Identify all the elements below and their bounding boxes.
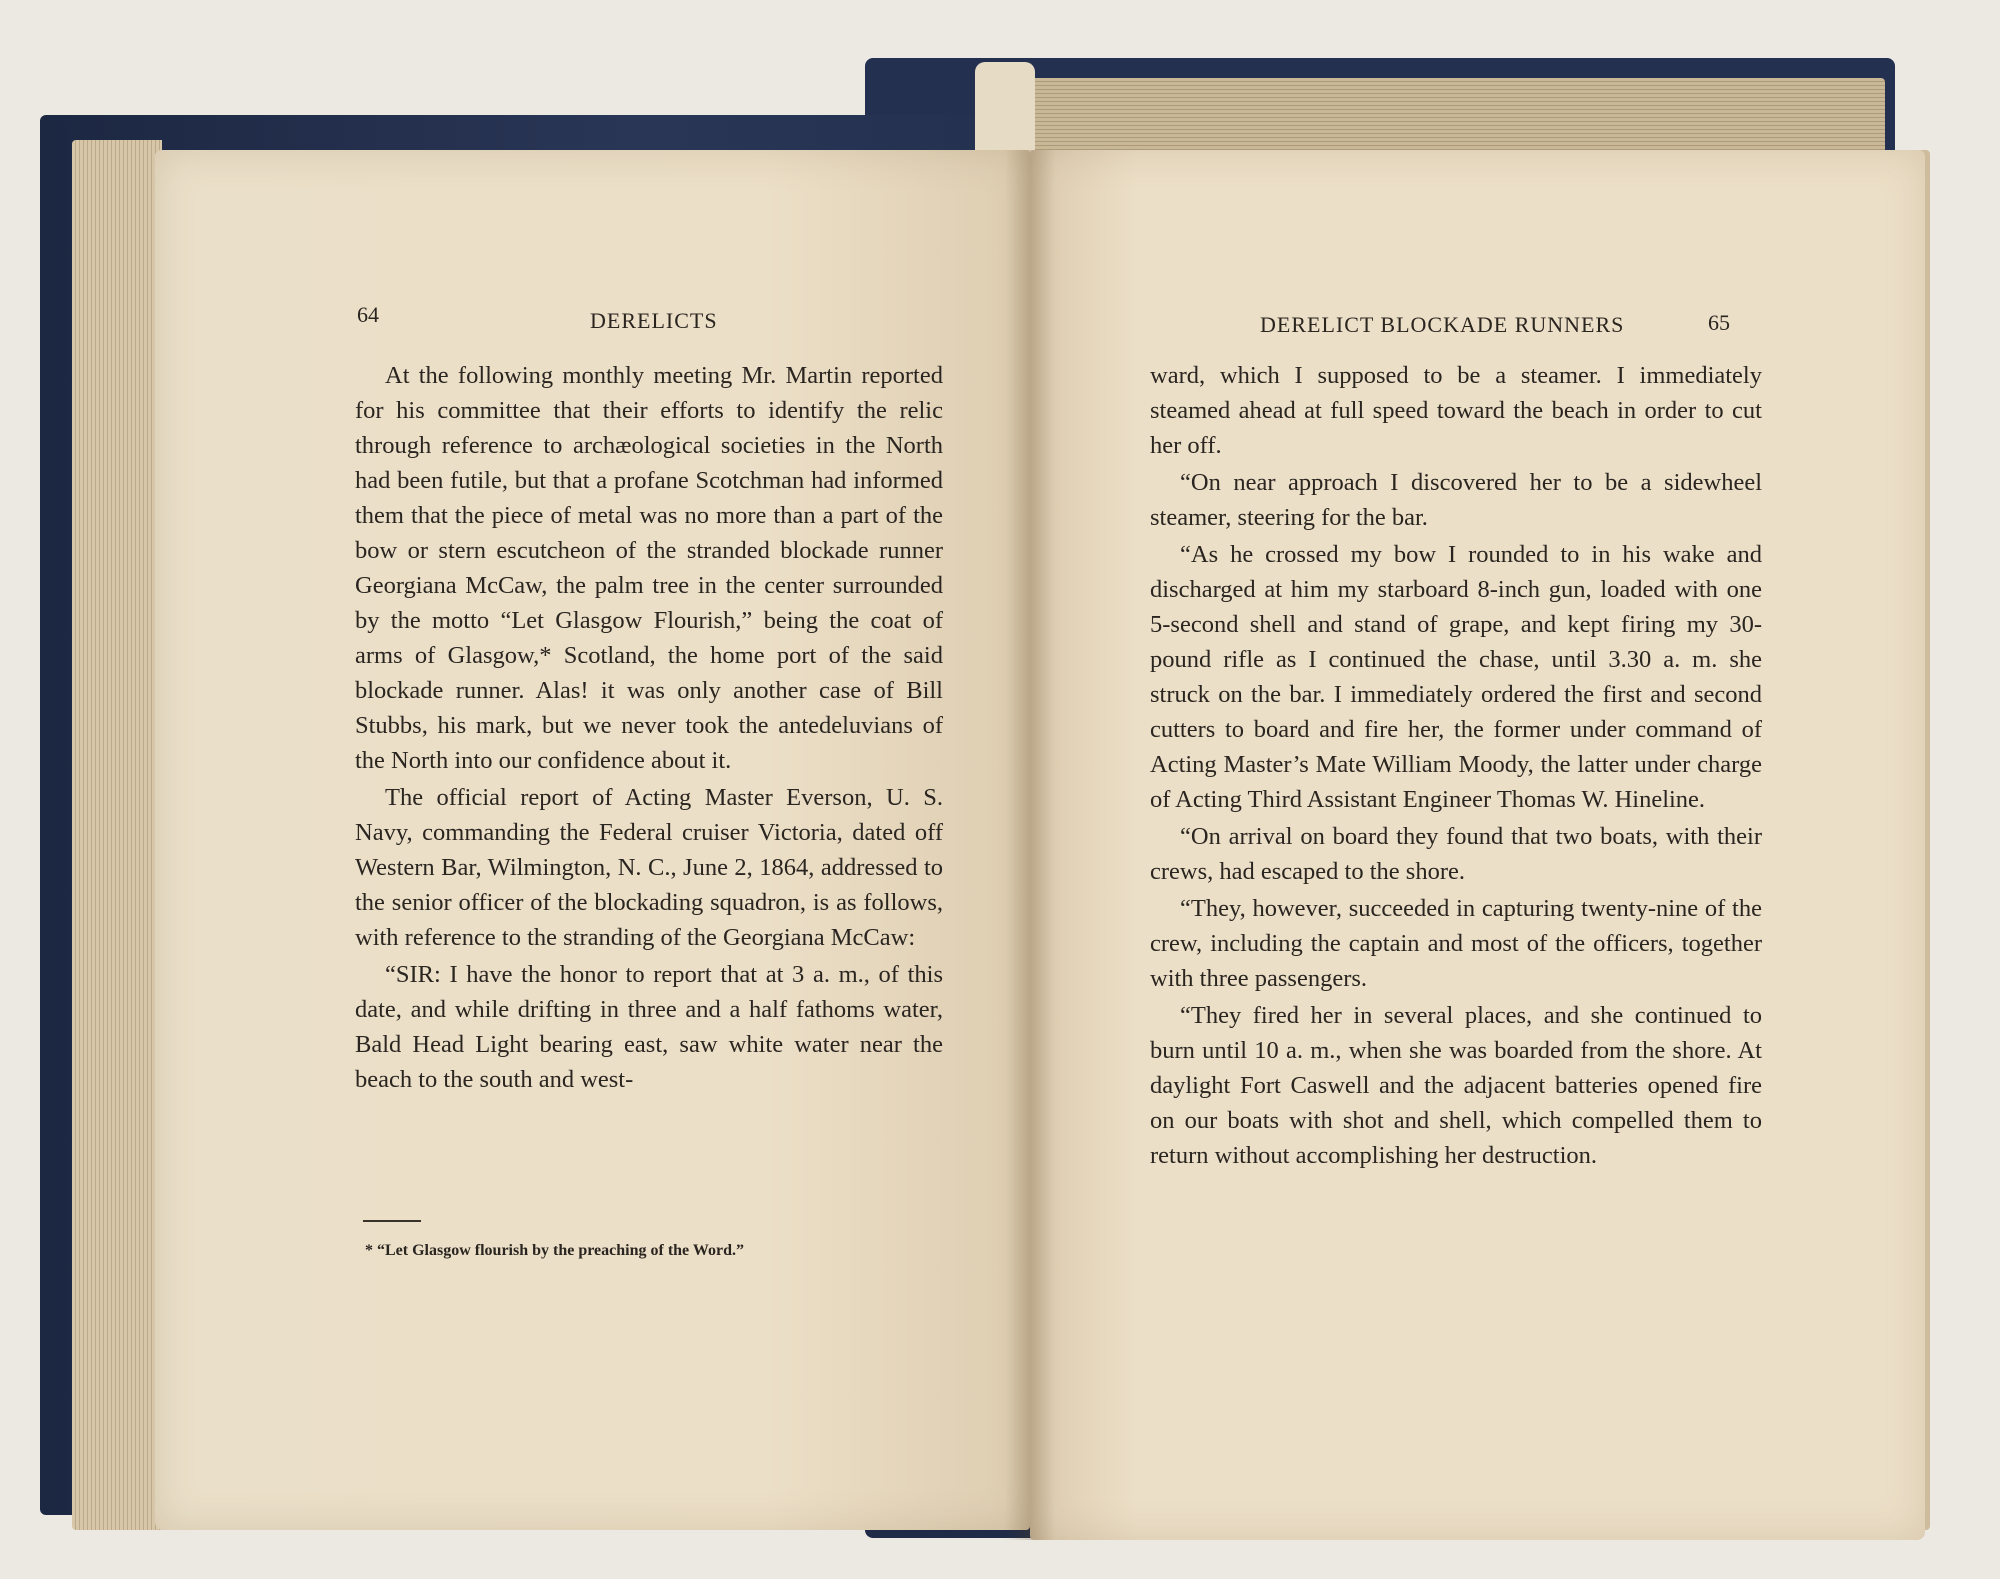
right-page	[1030, 150, 1925, 1540]
right-paragraph-5: “They, however, succeeded in capturing twenty-nine of the crew, including the captain and most of the officers, together with three passengers.	[1150, 895, 1762, 992]
left-page-text	[355, 358, 943, 1099]
left-paragraph-1: At the following monthly meeting Mr. Martin reported for his committee that their efforts to identify the relic through reference to archæological societies in the North had been futile, but that a profane Scotchman had informed them that the piece of metal was no more than a part of the bow or stern escutcheon of the stranded blockade runner Georgiana McCaw, the palm tree in the center surrounded by the motto “Let Glasgow Flourish,” being the coat of arms of Glasgow,* Scotland, the home port of the said blockade runner. Alas! it was only another case of Bill Stubbs, his mark, but we never took the antedeluvians of the North into our confidence about it.	[355, 362, 943, 774]
left-page-number: 64	[357, 302, 379, 327]
page-edges-left	[72, 140, 162, 1530]
left-paragraph-2: The official report of Acting Master Everson, U. S. Navy, commanding the Federal cruiser Victoria, dated off Western Bar, Wilmington, N. C., June 2, 1864, addressed to the senior officer of the blockading squadron, is as follows, with reference to the stranding of the Georgiana McCaw:	[355, 784, 943, 951]
right-paragraph-1: ward, which I supposed to be a steamer. I immediately steamed ahead at full speed toward the beach in order to cut her off.	[1150, 362, 1762, 459]
footnote-rule	[363, 1220, 421, 1222]
right-paragraph-4: “On arrival on board they found that two boats, with their crews, had escaped to the shore.	[1150, 823, 1762, 885]
right-running-head: DERELICT BLOCKADE RUNNERS	[1260, 312, 1625, 337]
right-page-text	[1150, 358, 1762, 1175]
right-paragraph-2: “On near approach I discovered her to be a sidewheel steamer, steering for the bar.	[1150, 469, 1762, 531]
left-page	[155, 150, 1030, 1530]
left-running-head: DERELICTS	[590, 308, 718, 333]
left-paragraph-3: “SIR: I have the honor to report that at 3 a. m., of this date, and while drifting in three and a half fathoms water, Bald Head Light bearing east, saw white water near the beach to the south and west-	[355, 961, 943, 1093]
footnote: * “Let Glasgow flourish by the preaching of the Word.”	[365, 1242, 744, 1259]
right-paragraph-6: “They fired her in several places, and she continued to burn until 10 a. m., when she was boarded from the shore. At daylight Fort Caswell and the adjacent batteries opened fire on our boats with shot and shell, which compelled them to return without accomplishing her destruction.	[1150, 1002, 1762, 1169]
book-gutter	[1005, 150, 1055, 1540]
right-page-number: 65	[1708, 310, 1730, 335]
right-paragraph-3: “As he crossed my bow I rounded to in his wake and discharged at him my starboard 8-inch gun, loaded with one 5-second shell and stand of grape, and kept firing my 30-pound rifle as I continued the chase, until 3.30 a. m. she struck on the bar. I immediately ordered the first and second cutters to board and fire her, the former under command of Acting Master’s Mate William Moody, the latter under charge of Acting Third Assistant Engineer Thomas W. Hineline.	[1150, 541, 1762, 813]
